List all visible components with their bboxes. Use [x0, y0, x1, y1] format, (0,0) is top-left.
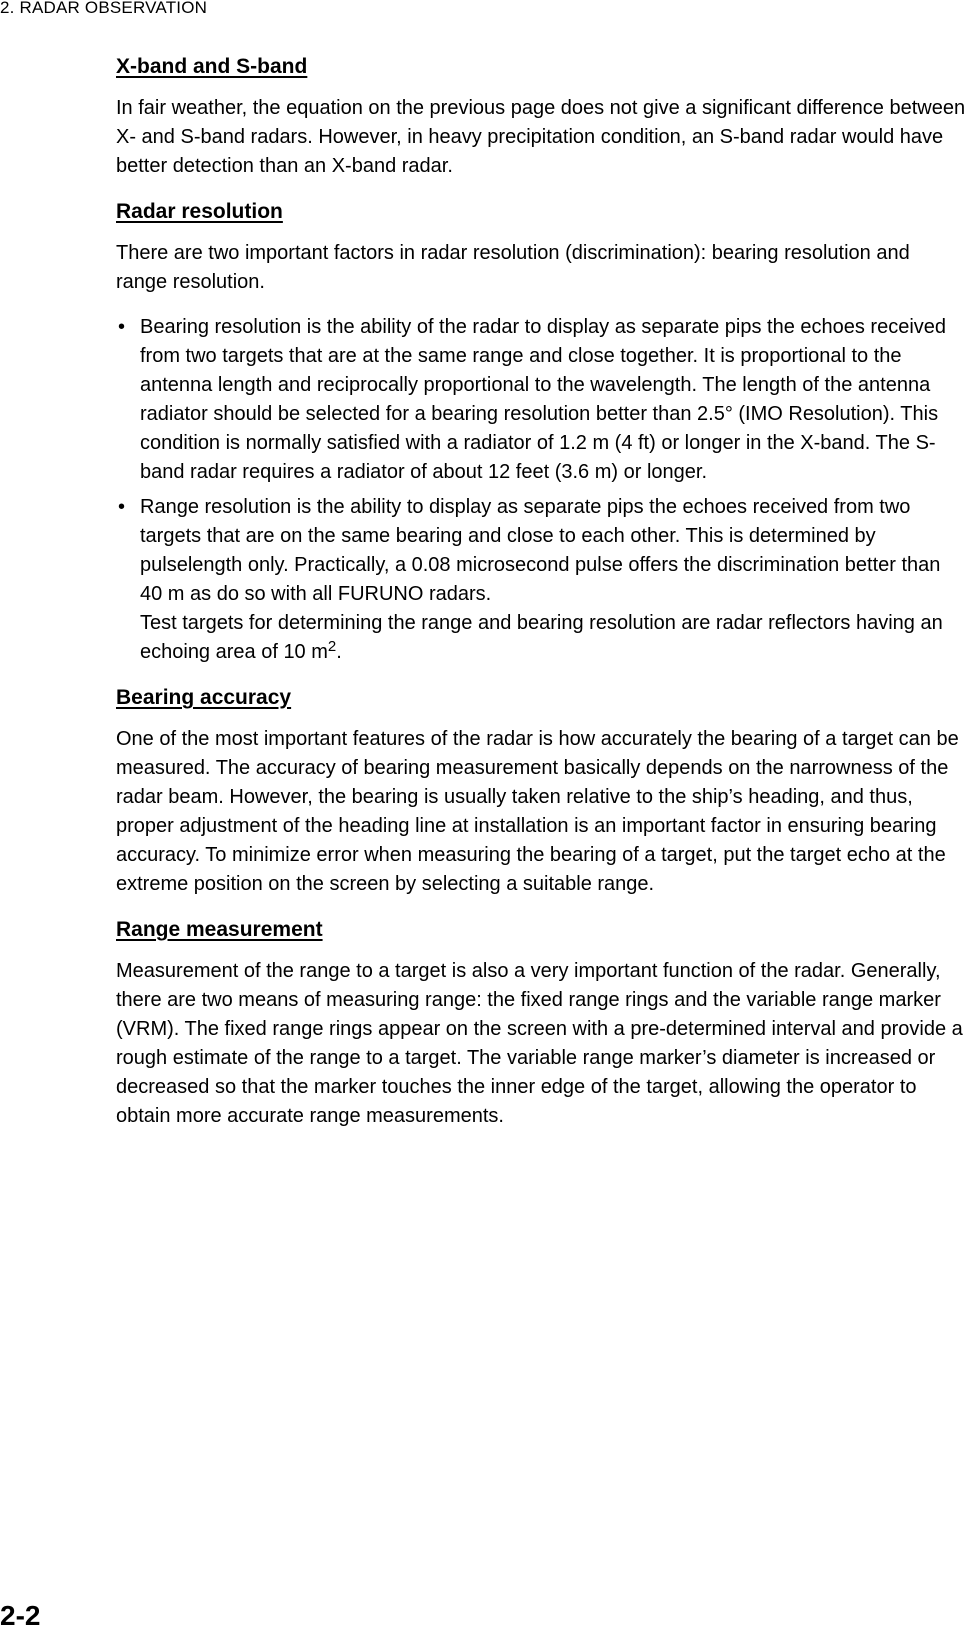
bullet-subparagraph-test-targets	[140, 609, 966, 667]
bullet-text-bearing-resolution: Bearing resolution is the ability of the radar to display as separate pips the echoes received from two targets that are at the same range and close together. It is proportional to the antenna length and reciprocally proportional to the wavelength. The length of the antenna radiator should be selected for a bearing resolution better than 2.5° (IMO Resolution). This condition is normally satisfied with a radiator of 1.2 m (4 ft) or longer in the X-band. The S-band radar requires a radiator of about 12 feet (3.6 m) or longer.	[140, 316, 947, 483]
section-heading-range-measurement: Range measurement	[116, 918, 323, 941]
paragraph-range-measurement: Measurement of the range to a target is also a very important function of the radar. Generally, there are two means of measuring range: the fixed range rings and the variable range marker (VRM). The fixed range rings appear on the screen with a pre-determined interval and provide a rough estimate of the range to a target. The variable range marker’s diameter is increased or decreased so that the marker touches the inner edge of the target, allowing the operator to obtain more accurate range measurements.	[116, 960, 963, 1127]
bullet-item-bearing-resolution	[116, 313, 966, 487]
page-content	[116, 52, 966, 1147]
paragraph-bearing-accuracy: One of the most important features of the radar is how accurately the bearing of a target can be measured. The accuracy of bearing measurement basically depends on the narrowness of the radar beam. However, the bearing is usually taken relative to the ship’s heading, and thus, proper adjustment of the heading line at installation is an important factor in ensuring bearing accuracy. To minimize error when measuring the bearing of a target, put the target echo at the extreme position on the screen by selecting a suitable range.	[116, 728, 959, 895]
running-header: 2. RADAR OBSERVATION	[0, 0, 208, 17]
section-heading-bearing-accuracy: Bearing accuracy	[116, 686, 292, 709]
section-xband-sband	[116, 52, 966, 181]
paragraph-radar-resolution: There are two important factors in radar resolution (discrimination): bearing resolution and range resolution.	[116, 242, 910, 293]
test-targets-period: .	[336, 641, 342, 663]
section-bearing-accuracy	[116, 683, 966, 899]
page-number: 2-2	[0, 1600, 41, 1631]
bullet-icon: •	[118, 316, 126, 338]
resolution-bullet-list	[116, 313, 966, 667]
section-range-measurement	[116, 915, 966, 1131]
bullet-text-range-resolution: Range resolution is the ability to display as separate pips the echoes received from two targets that are on the same bearing and close to each other. This is determined by pulselength only. Practically, a 0.08 microsecond pulse offers the discrimination better than 40 m as do so with all FURUNO radars.	[140, 496, 941, 605]
section-heading-xband-sband: X-band and S-band	[116, 55, 308, 78]
section-radar-resolution	[116, 197, 966, 667]
superscript-squared: 2	[327, 638, 337, 655]
paragraph-xband-sband: In fair weather, the equation on the previous page does not give a significant difference between X- and S-band radars. However, in heavy precipitation condition, an S-band radar would have better detection than an X-band radar.	[116, 97, 966, 177]
section-heading-radar-resolution: Radar resolution	[116, 200, 283, 223]
bullet-item-range-resolution	[116, 493, 966, 667]
test-targets-text: Test targets for determining the range and bearing resolution are radar reflectors having an echoing area of 10 m	[140, 612, 943, 663]
bullet-icon: •	[118, 496, 126, 518]
